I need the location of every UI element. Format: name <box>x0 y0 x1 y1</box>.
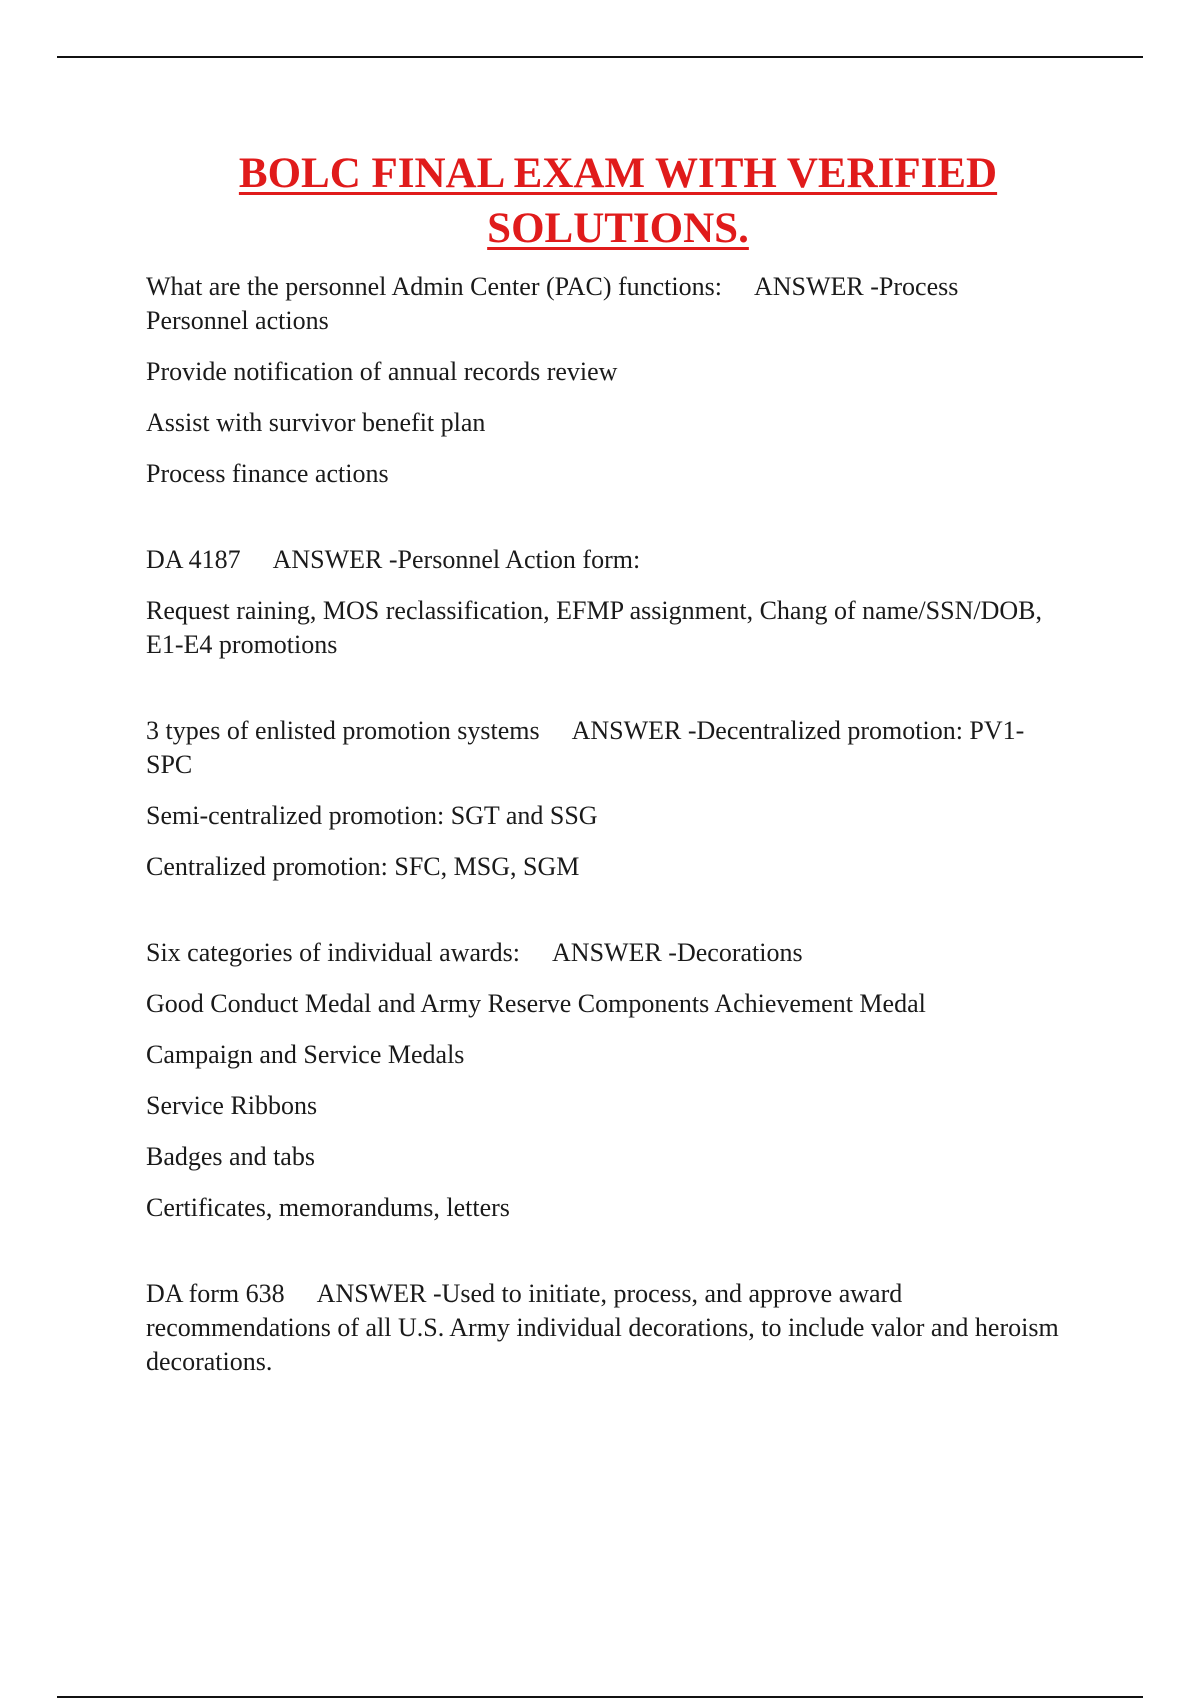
question-text: Six categories of individual awards: <box>146 938 521 967</box>
answer-text: ANSWER -Decorations <box>552 938 803 967</box>
qa-question-line <box>146 1277 1066 1379</box>
answer-line: Centralized promotion: SFC, MSG, SGM <box>146 852 580 881</box>
answer-line: Request raining, MOS reclassification, EFMP assignment, Chang of name/SSN/DOB, E1-E4 promotions <box>146 596 1042 659</box>
answer-line: Certificates, memorandums, letters <box>146 1193 510 1222</box>
question-text: 3 types of enlisted promotion systems <box>146 716 540 745</box>
question-text: What are the personnel Admin Center (PAC) functions: <box>146 272 722 301</box>
answer-text: ANSWER -Decentralized promotion: PV1- SPC <box>146 716 1025 779</box>
answer-line: Badges and tabs <box>146 1142 315 1171</box>
qa-block <box>146 936 1066 1225</box>
qa-block <box>146 270 1066 491</box>
qa-question-line <box>146 714 1066 782</box>
question-text: DA form 638 <box>146 1279 285 1308</box>
footer-rule <box>57 1696 1143 1698</box>
header-rule <box>57 56 1143 58</box>
qa-list <box>146 270 1066 1396</box>
answer-text: ANSWER -Used to initiate, process, and approve award recommendations of all U.S. Army individual decorations, to include valor and heroism decorations. <box>146 1279 1059 1376</box>
title-line-2: SOLUTIONS. <box>487 205 749 252</box>
qa-question-line <box>146 543 1066 577</box>
question-text: DA 4187 <box>146 545 241 574</box>
qa-block <box>146 543 1066 662</box>
title-line-1: BOLC FINAL EXAM WITH VERIFIED <box>238 150 998 197</box>
answer-line: Service Ribbons <box>146 1091 318 1120</box>
qa-question-line <box>146 936 1066 970</box>
qa-block <box>146 714 1066 884</box>
answer-line: Semi-centralized promotion: SGT and SSG <box>146 801 598 830</box>
qa-question-line <box>146 270 1066 338</box>
answer-text: ANSWER -Personnel Action form: <box>272 545 641 574</box>
document-title <box>146 146 1090 256</box>
answer-line: Good Conduct Medal and Army Reserve Components Achievement Medal <box>146 989 926 1018</box>
answer-line: Process finance actions <box>146 459 389 488</box>
answer-line: Provide notification of annual records review <box>146 357 618 386</box>
answer-line: Assist with survivor benefit plan <box>146 408 486 437</box>
qa-block <box>146 1277 1066 1379</box>
answer-text: ANSWER -Process Personnel actions <box>146 272 959 335</box>
answer-line: Campaign and Service Medals <box>146 1040 465 1069</box>
